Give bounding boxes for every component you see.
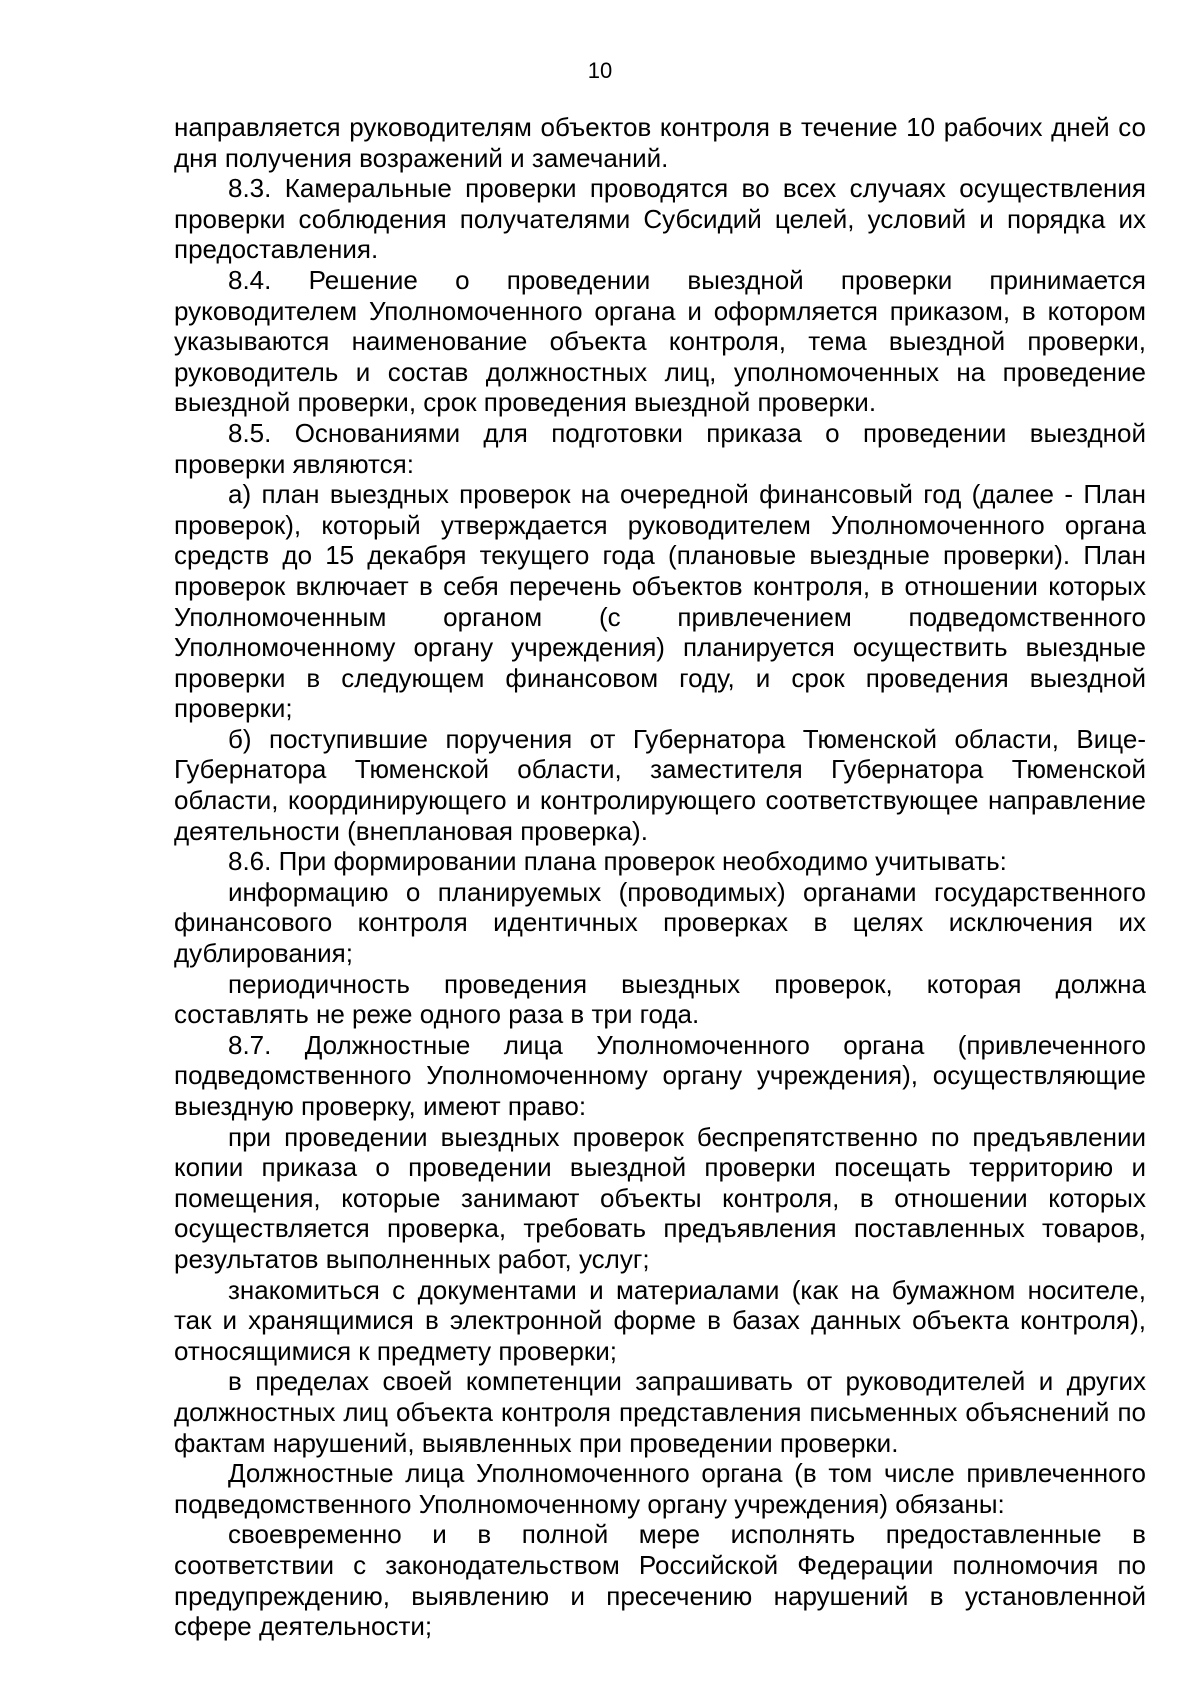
page-number: 10 (587, 58, 613, 83)
paragraph-8-4: 8.4. Решение о проведении выездной проверки принимается руководителем Уполномоченного органа и оформляется приказом, в котором указываются наименование объекта контроля, тема выездной проверки, руководитель и состав должностных лиц, уполномоченных на проведение выездной проверки, срок проведения выездной проверки. (174, 264, 1146, 418)
paragraph-8-6-item-2: периодичность проведения выездных проверок, которая должна составлять не реже одного раза в три года. (174, 968, 1146, 1030)
paragraph-8-5-b: б) поступившие поручения от Губернатора Тюменской области, Вице-Губернатора Тюменской области, заместителя Губернатора Тюменской области, координирующего и контролирующего соответствующее направление деятельности (внеплановая проверка). (174, 723, 1146, 846)
paragraph-continuation: направляется руководителям объектов контроля в течение 10 рабочих дней со дня получения возражений и замечаний. (174, 112, 1146, 173)
paragraph-8-7: 8.7. Должностные лица Уполномоченного органа (привлеченного подведомственного Уполномоченному органу учреждения), осуществляющие выездную проверку, имеют право: (174, 1029, 1146, 1121)
paragraph-8-6-item-1: информацию о планируемых (проводимых) органами государственного финансового контроля идентичных проверках в целях исключения их дублирования; (174, 876, 1146, 969)
paragraph-8-3: 8.3. Камеральные проверки проводятся во всех случаях осуществления проверки соблюдения получателями Субсидий целей, условий и порядка их предоставления. (174, 173, 1146, 265)
paragraph-8-7-right-1: при проведении выездных проверок беспрепятственно по предъявлении копии приказа о проведении выездной проверки посещать территорию и помещения, которые занимают объекты контроля, в отношении которых осуществляется проверка, требовать предъявления поставленных товаров, результатов выполненных работ, услуг; (174, 1121, 1146, 1274)
paragraph-8-6: 8.6. При формировании плана проверок необходимо учитывать: (228, 846, 1007, 877)
document-body (174, 112, 1146, 1642)
paragraph-8-7-right-2: знакомиться с документами и материалами (как на бумажном носителе, так и хранящимися в электронной форме в базах данных объекта контроля), относящимися к предмету проверки; (174, 1274, 1146, 1366)
paragraph-8-7-right-3: в пределах своей компетенции запрашивать от руководителей и других должностных лиц объекта контроля представления письменных объяснений по фактам нарушений, выявленных при проведении проверки. (174, 1366, 1146, 1458)
paragraph-8-5-a: а) план выездных проверок на очередной финансовый год (далее - План проверок), который утверждается руководителем Уполномоченного органа средств до 15 декабря текущего года (плановые выездные проверки). План проверок включает в себя перечень объектов контроля, в отношении которых Уполномоченным органом (с привлечением подведомственного Уполномоченному органу учреждения) планируется осуществить выездные проверки в следующем финансовом году, и срок проведения выездной проверки; (174, 479, 1146, 724)
paragraph-8-5: 8.5. Основаниями для подготовки приказа о проведении выездной проверки являются: (174, 417, 1146, 479)
paragraph-obligation-1: своевременно и в полной мере исполнять предоставленные в соответствии с законодательством Российской Федерации полномочия по предупреждению, выявлению и пресечению нарушений в установленной сфере деятельности; (174, 1519, 1146, 1642)
paragraph-obligations-intro: Должностные лица Уполномоченного органа (в том числе привлеченного подведомственного Уполномоченному органу учреждения) обязаны: (174, 1458, 1146, 1519)
